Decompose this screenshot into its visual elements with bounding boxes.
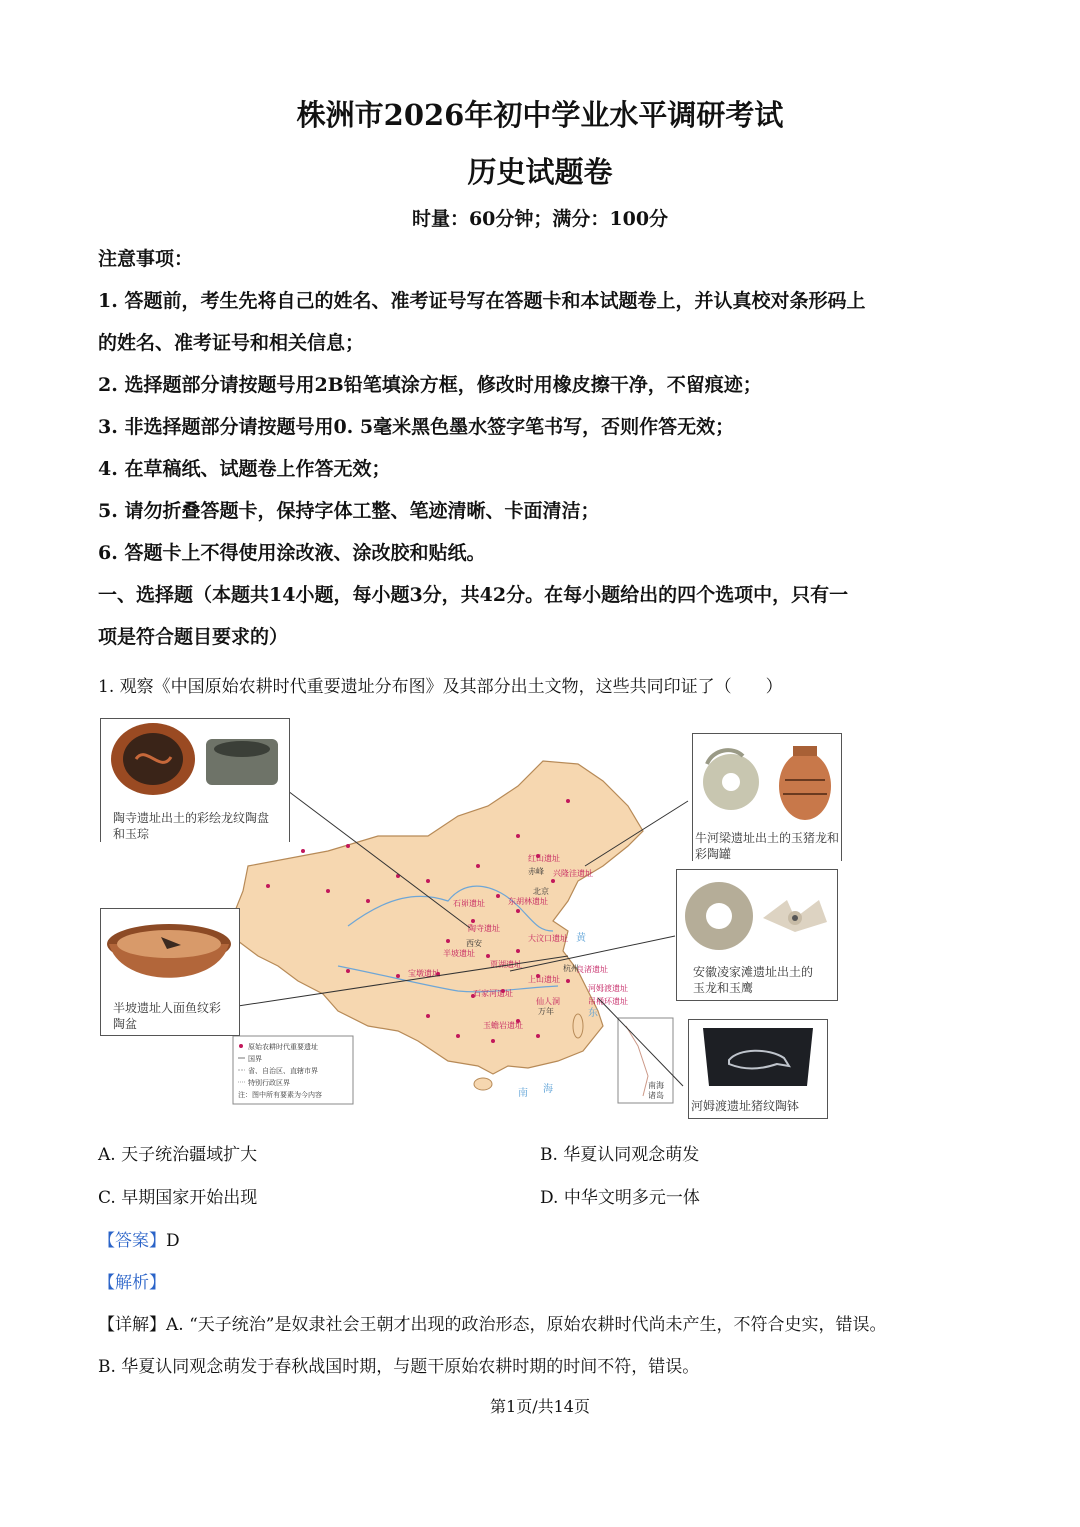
map-label: 石峁遗址 — [453, 899, 485, 908]
map-label: 半坡遗址 — [443, 949, 475, 958]
svg-text:省、自治区、直辖市界: 省、自治区、直辖市界 — [248, 1067, 318, 1075]
map-label: 万年 — [538, 1007, 554, 1016]
caption-taosi: 陶寺遗址出土的彩绘龙纹陶盘和玉琮 — [101, 808, 289, 844]
note-line: 1. 答题前，考生先将自己的姓名、准考证号写在答题卡和本试题卷上，并认真校对条形码上 — [98, 290, 866, 312]
option-d: D. 中华文明多元一体 — [540, 1188, 700, 1208]
map-label: 陶寺遗址 — [468, 924, 500, 933]
notes-section — [98, 238, 998, 658]
svg-text:国界: 国界 — [248, 1055, 262, 1063]
map-label: 仙人洞 — [536, 997, 560, 1006]
exam-title: 株洲市2026年初中学业水平调研考试 — [296, 98, 784, 132]
banpo-basin-image — [101, 909, 239, 994]
svg-text:特别行政区界: 特别行政区界 — [248, 1079, 290, 1087]
niuheliang-artifacts-image — [693, 734, 841, 826]
photo-niuheliang — [692, 733, 842, 861]
analysis-line — [98, 1268, 166, 1293]
note-line: 4. 在草稿纸、试题卷上作答无效； — [98, 458, 391, 480]
answer-label: 【答案】 — [98, 1231, 166, 1251]
photo-hemudu — [688, 1019, 828, 1119]
map-label: 宝墩遗址 — [408, 969, 440, 978]
detail-a-line — [98, 1310, 998, 1335]
map-label: 杭州 — [563, 964, 579, 973]
caption-niuheliang: 牛河梁遗址出土的玉猪龙和彩陶罐 — [695, 831, 840, 861]
sea-label: 海 — [543, 1084, 553, 1095]
notes-heading: 注意事项： — [98, 248, 194, 270]
detail-a-text: A. “天子统治”是奴隶社会王朝才出现的政治形态，原始农耕时代尚未产生，不符合史实，错误。 — [166, 1315, 887, 1335]
option-b: B. 华夏认同观念萌发 — [540, 1145, 700, 1165]
detail-b-text: B. 华夏认同观念萌发于春秋战国时期，与题干原始农耕时期的时间不符，错误。 — [98, 1357, 700, 1377]
map-label: 北京 — [533, 887, 549, 896]
sea-label: 黄 — [576, 933, 586, 944]
sea-label: 南 — [518, 1088, 528, 1099]
map-label: 河姆渡遗址 — [588, 984, 628, 993]
map-label: 东胡林遗址 — [508, 897, 548, 906]
caption-hemudu: 河姆渡遗址猪纹陶钵 — [689, 1098, 827, 1114]
photo-lingjiatan — [676, 869, 838, 1001]
note-line: 6. 答题卡上不得使用涂改液、涂改胶和贴纸。 — [98, 542, 486, 564]
note-line: 5. 请勿折叠答题卡，保持字体工整、笔迹清晰、卡面清洁； — [98, 500, 600, 522]
question-figure — [98, 716, 844, 1126]
lingjiatan-artifacts-image — [677, 870, 837, 960]
map-legend — [233, 1036, 353, 1104]
option-a: A. 天子统治疆域扩大 — [98, 1145, 258, 1165]
taiwan-island — [573, 1014, 583, 1038]
section-heading-line1: 一、选择题（本题共14小题，每小题3分，共42分。在每小题给出的四个选项中，只有一 — [98, 584, 849, 606]
taosi-artifacts-image — [101, 719, 289, 804]
photo-taosi — [100, 718, 290, 842]
svg-text:注：图中所有要素为今内容: 注：图中所有要素为今内容 — [238, 1091, 322, 1099]
page-number: 第1页/共14页 — [490, 1397, 590, 1416]
sea-label: 东 — [588, 1008, 598, 1019]
inset-label: 南海 — [648, 1081, 664, 1090]
map-label: 玉蟾岩遗址 — [483, 1021, 523, 1030]
map-label: 红山遗址 — [528, 854, 560, 863]
note-line: 2. 选择题部分请按题号用2B铅笔填涂方框，修改时用橡皮擦干净，不留痕迹； — [98, 374, 762, 396]
section-heading-line2: 项是符合题目要求的） — [98, 626, 289, 648]
note-line: 的姓名、准考证号和相关信息； — [98, 332, 365, 354]
caption-banpo: 半坡遗址人面鱼纹彩陶盆 — [101, 998, 239, 1034]
south-sea-inset — [618, 1018, 673, 1103]
map-label: 兴隆洼遗址 — [553, 869, 593, 878]
question-1-stem: 1. 观察《中国原始农耕时代重要遗址分布图》及其部分出土文物，这些共同印证了（ ） — [98, 677, 783, 697]
map-label: 吊桶环遗址 — [588, 997, 628, 1006]
map-label: 良渚遗址 — [576, 965, 608, 974]
map-label: 上山遗址 — [528, 975, 560, 984]
map-label: 石家河遗址 — [473, 989, 513, 998]
option-c: C. 早期国家开始出现 — [98, 1188, 258, 1208]
map-label: 贾湖遗址 — [490, 960, 522, 969]
map-label: 大汶口遗址 — [528, 934, 568, 943]
analysis-label: 【解析】 — [98, 1273, 166, 1293]
caption-lingjiatan: 安徽凌家滩遗址出土的玉龙和玉鹰 — [677, 964, 837, 996]
paper-subtitle: 历史试题卷 — [467, 155, 613, 189]
hemudu-bowl-image — [689, 1020, 827, 1094]
hainan-island — [474, 1078, 492, 1090]
answer-line — [98, 1226, 180, 1251]
note-line: 3. 非选择题部分请按题号用0. 5毫米黑色墨水签字笔书写，否则作答无效； — [98, 416, 735, 438]
svg-text:诸岛: 诸岛 — [648, 1091, 664, 1100]
map-label: 赤峰 — [528, 867, 544, 876]
map-label: 西安 — [466, 939, 482, 948]
detail-label: 【详解】 — [98, 1315, 166, 1335]
answer-value: D — [166, 1231, 180, 1251]
photo-banpo — [100, 908, 240, 1036]
svg-text:原始农耕时代重要遗址: 原始农耕时代重要遗址 — [248, 1043, 318, 1051]
time-info: 时量：60分钟；满分：100分 — [411, 208, 669, 230]
